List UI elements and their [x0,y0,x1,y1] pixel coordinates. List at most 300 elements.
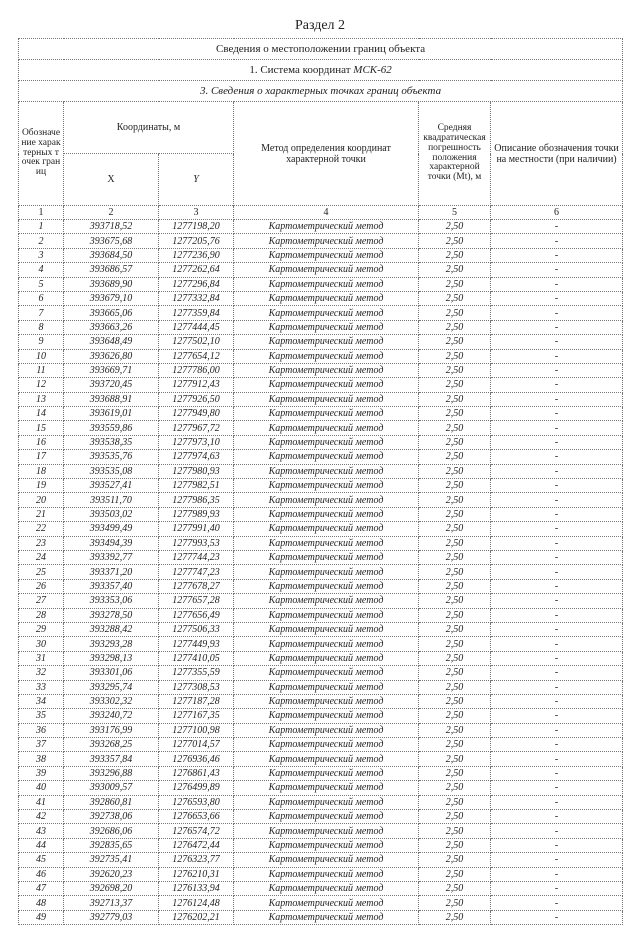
coord-x: 393268,25 [64,738,159,752]
table-row [19,450,623,464]
coord-x: 393278,50 [64,608,159,622]
table-row [19,291,623,305]
point-number: 23 [19,536,64,550]
method: Картометрический метод [234,493,419,507]
method: Картометрический метод [234,824,419,838]
point-number: 8 [19,320,64,334]
point-number: 19 [19,479,64,493]
accuracy: 2,50 [419,867,491,881]
point-number: 11 [19,363,64,377]
coord-y: 1277973,10 [159,435,234,449]
accuracy: 2,50 [419,565,491,579]
accuracy: 2,50 [419,464,491,478]
description: - [491,781,623,795]
coord-y: 1277926,50 [159,392,234,406]
coord-x: 393301,06 [64,666,159,680]
coord-x: 392860,81 [64,795,159,809]
point-number: 34 [19,694,64,708]
method: Картометрический метод [234,378,419,392]
coord-y: 1277100,98 [159,723,234,737]
coord-y: 1277654,12 [159,349,234,363]
accuracy: 2,50 [419,766,491,780]
table-row [19,234,623,248]
coord-y: 1276133,94 [159,881,234,895]
point-number: 40 [19,781,64,795]
col-index: 2 [64,206,159,220]
coord-x: 393511,70 [64,493,159,507]
coord-x: 393559,86 [64,421,159,435]
coord-y: 1277949,80 [159,407,234,421]
accuracy: 2,50 [419,651,491,665]
table-row [19,536,623,550]
method: Картометрический метод [234,853,419,867]
coord-x: 392779,03 [64,910,159,924]
table-row [19,550,623,564]
coord-x: 393009,57 [64,781,159,795]
point-number: 31 [19,651,64,665]
accuracy: 2,50 [419,536,491,550]
point-number: 48 [19,896,64,910]
banner-coordinate-system [19,60,623,81]
accuracy: 2,50 [419,522,491,536]
method: Картометрический метод [234,881,419,895]
coord-y: 1276861,43 [159,766,234,780]
description: - [491,622,623,636]
accuracy: 2,50 [419,881,491,895]
coord-y: 1276936,46 [159,752,234,766]
coord-y: 1277187,28 [159,694,234,708]
coord-x: 393295,74 [64,680,159,694]
method: Картометрический метод [234,666,419,680]
description: - [491,838,623,852]
point-number: 25 [19,565,64,579]
method: Картометрический метод [234,277,419,291]
point-number: 24 [19,550,64,564]
header-x: X [64,154,159,206]
method: Картометрический метод [234,910,419,924]
coord-x: 393240,72 [64,709,159,723]
coord-y: 1276210,31 [159,867,234,881]
coord-y: 1277262,64 [159,263,234,277]
coord-x: 393494,39 [64,536,159,550]
table-row [19,392,623,406]
accuracy: 2,50 [419,680,491,694]
accuracy: 2,50 [419,723,491,737]
coord-y: 1277744,23 [159,550,234,564]
coord-y: 1277991,40 [159,522,234,536]
point-number: 27 [19,594,64,608]
table-row [19,910,623,924]
description: - [491,507,623,521]
coord-y: 1276472,44 [159,838,234,852]
method: Картометрический метод [234,234,419,248]
accuracy: 2,50 [419,781,491,795]
point-number: 47 [19,881,64,895]
point-number: 44 [19,838,64,852]
header-accuracy: Средняя квадратическая погрешность положения характерной точки (Mt), м [419,102,491,206]
table-row [19,608,623,622]
accuracy: 2,50 [419,853,491,867]
accuracy: 2,50 [419,234,491,248]
banner-characteristic-points: 3. Сведения о характерных точках границ объекта [19,81,623,102]
point-number: 29 [19,622,64,636]
col-index: 5 [419,206,491,220]
accuracy: 2,50 [419,263,491,277]
table-row [19,335,623,349]
description: - [491,536,623,550]
table-row [19,493,623,507]
description: - [491,291,623,305]
accuracy: 2,50 [419,709,491,723]
point-number: 7 [19,306,64,320]
coord-x: 393718,52 [64,220,159,234]
coord-y: 1277912,43 [159,378,234,392]
description: - [491,435,623,449]
description: - [491,881,623,895]
description: - [491,392,623,406]
table-row [19,565,623,579]
coord-y: 1276323,77 [159,853,234,867]
method: Картометрический метод [234,479,419,493]
description: - [491,407,623,421]
description: - [491,479,623,493]
method: Картометрический метод [234,594,419,608]
accuracy: 2,50 [419,810,491,824]
accuracy: 2,50 [419,694,491,708]
coord-x: 393535,08 [64,464,159,478]
description: - [491,579,623,593]
method: Картометрический метод [234,637,419,651]
table-row [19,637,623,651]
coord-x: 393720,45 [64,378,159,392]
description: - [491,220,623,234]
point-number: 37 [19,738,64,752]
coord-x: 392698,20 [64,881,159,895]
accuracy: 2,50 [419,594,491,608]
header-y: Y [159,154,234,206]
coord-y: 1277993,53 [159,536,234,550]
method: Картометрический метод [234,579,419,593]
coord-y: 1277444,45 [159,320,234,334]
point-number: 49 [19,910,64,924]
accuracy: 2,50 [419,248,491,262]
coord-y: 1277986,35 [159,493,234,507]
description: - [491,795,623,809]
description: - [491,738,623,752]
accuracy: 2,50 [419,550,491,564]
col-index: 1 [19,206,64,220]
table-row [19,579,623,593]
coord-y: 1277678,27 [159,579,234,593]
description: - [491,637,623,651]
description: - [491,421,623,435]
table-row [19,881,623,895]
method: Картометрический метод [234,392,419,406]
coord-x: 393298,13 [64,651,159,665]
coord-x: 393392,77 [64,550,159,564]
method: Картометрический метод [234,709,419,723]
table-row [19,694,623,708]
accuracy: 2,50 [419,752,491,766]
coord-x: 392713,37 [64,896,159,910]
description: - [491,824,623,838]
coord-y: 1277167,35 [159,709,234,723]
method: Картометрический метод [234,522,419,536]
point-number: 45 [19,853,64,867]
column-index-row [19,206,623,220]
point-number: 17 [19,450,64,464]
point-number: 43 [19,824,64,838]
coord-y: 1276202,21 [159,910,234,924]
table-row [19,594,623,608]
accuracy: 2,50 [419,335,491,349]
header-coordinates: Координаты, м [64,102,234,154]
method: Картометрический метод [234,464,419,478]
point-number: 33 [19,680,64,694]
method: Картометрический метод [234,810,419,824]
description: - [491,248,623,262]
method: Картометрический метод [234,507,419,521]
coord-x: 393302,32 [64,694,159,708]
coord-x: 393357,84 [64,752,159,766]
coordinate-system-prefix: 1. Система координат [249,63,354,76]
description: - [491,320,623,334]
coord-x: 392835,65 [64,838,159,852]
header-designation: Обозначение характерных точек границ [19,102,64,206]
description: - [491,550,623,564]
table-row [19,464,623,478]
table-row [19,407,623,421]
point-number: 1 [19,220,64,234]
method: Картометрический метод [234,220,419,234]
table-row [19,824,623,838]
accuracy: 2,50 [419,507,491,521]
accuracy: 2,50 [419,407,491,421]
method: Картометрический метод [234,435,419,449]
table-row [19,766,623,780]
method: Картометрический метод [234,795,419,809]
table-row [19,723,623,737]
table-row [19,709,623,723]
description: - [491,896,623,910]
method: Картометрический метод [234,407,419,421]
point-number: 16 [19,435,64,449]
method: Картометрический метод [234,766,419,780]
point-number: 22 [19,522,64,536]
method: Картометрический метод [234,263,419,277]
table-row [19,896,623,910]
accuracy: 2,50 [419,795,491,809]
description: - [491,378,623,392]
coord-x: 393538,35 [64,435,159,449]
description: - [491,234,623,248]
description: - [491,666,623,680]
accuracy: 2,50 [419,277,491,291]
coord-y: 1276499,89 [159,781,234,795]
accuracy: 2,50 [419,838,491,852]
accuracy: 2,50 [419,392,491,406]
point-number: 21 [19,507,64,521]
coord-y: 1277980,93 [159,464,234,478]
coord-y: 1277355,59 [159,666,234,680]
method: Картометрический метод [234,622,419,636]
table-row [19,853,623,867]
accuracy: 2,50 [419,637,491,651]
method: Картометрический метод [234,752,419,766]
coord-x: 393357,40 [64,579,159,593]
coord-y: 1277506,33 [159,622,234,636]
accuracy: 2,50 [419,738,491,752]
accuracy: 2,50 [419,306,491,320]
method: Картометрический метод [234,320,419,334]
accuracy: 2,50 [419,493,491,507]
accuracy: 2,50 [419,896,491,910]
description: - [491,493,623,507]
point-number: 26 [19,579,64,593]
accuracy: 2,50 [419,910,491,924]
method: Картометрический метод [234,781,419,795]
coord-x: 393686,57 [64,263,159,277]
coord-x: 393684,50 [64,248,159,262]
coord-y: 1276593,80 [159,795,234,809]
method: Картометрический метод [234,723,419,737]
coord-x: 393688,91 [64,392,159,406]
table-row [19,680,623,694]
point-number: 42 [19,810,64,824]
accuracy: 2,50 [419,435,491,449]
coord-y: 1277449,93 [159,637,234,651]
table-row [19,838,623,852]
description: - [491,522,623,536]
accuracy: 2,50 [419,220,491,234]
table-row [19,220,623,234]
description: - [491,608,623,622]
header-description: Описание обозначения точки на местности (при наличии) [491,102,623,206]
boundary-points-table [18,38,623,925]
point-number: 3 [19,248,64,262]
coord-x: 393679,10 [64,291,159,305]
coord-y: 1277786,00 [159,363,234,377]
method: Картометрический метод [234,867,419,881]
method: Картометрический метод [234,550,419,564]
description: - [491,450,623,464]
description: - [491,594,623,608]
table-row [19,522,623,536]
accuracy: 2,50 [419,450,491,464]
table-row [19,752,623,766]
description: - [491,335,623,349]
table-row [19,363,623,377]
point-number: 6 [19,291,64,305]
page-title: Раздел 2 [294,18,346,33]
point-number: 2 [19,234,64,248]
method: Картометрический метод [234,421,419,435]
coord-x: 392735,41 [64,853,159,867]
accuracy: 2,50 [419,579,491,593]
point-number: 41 [19,795,64,809]
description: - [491,910,623,924]
coord-x: 393665,06 [64,306,159,320]
method: Картометрический метод [234,738,419,752]
point-number: 14 [19,407,64,421]
coord-y: 1277198,20 [159,220,234,234]
coord-y: 1276124,48 [159,896,234,910]
method: Картометрический метод [234,565,419,579]
description: - [491,723,623,737]
col-index: 3 [159,206,234,220]
method: Картометрический метод [234,248,419,262]
method: Картометрический метод [234,291,419,305]
description: - [491,766,623,780]
point-number: 15 [19,421,64,435]
table-row [19,795,623,809]
point-number: 30 [19,637,64,651]
coord-x: 393288,42 [64,622,159,636]
point-number: 39 [19,766,64,780]
accuracy: 2,50 [419,349,491,363]
method: Картометрический метод [234,680,419,694]
coord-x: 393499,49 [64,522,159,536]
coord-y: 1277308,53 [159,680,234,694]
coord-y: 1277967,72 [159,421,234,435]
coord-y: 1277982,51 [159,479,234,493]
coord-y: 1277747,23 [159,565,234,579]
coord-x: 393619,01 [64,407,159,421]
point-number: 20 [19,493,64,507]
coord-x: 393371,20 [64,565,159,579]
table-row [19,651,623,665]
accuracy: 2,50 [419,378,491,392]
point-number: 5 [19,277,64,291]
coord-y: 1277410,05 [159,651,234,665]
method: Картометрический метод [234,306,419,320]
point-number: 32 [19,666,64,680]
point-number: 10 [19,349,64,363]
point-number: 18 [19,464,64,478]
table-row [19,666,623,680]
method: Картометрический метод [234,694,419,708]
description: - [491,263,623,277]
coord-x: 392686,06 [64,824,159,838]
coord-y: 1277359,84 [159,306,234,320]
table-row [19,738,623,752]
table-row [19,349,623,363]
description: - [491,752,623,766]
table-row [19,435,623,449]
method: Картометрический метод [234,349,419,363]
description: - [491,306,623,320]
coord-x: 393648,49 [64,335,159,349]
coord-x: 393293,28 [64,637,159,651]
accuracy: 2,50 [419,666,491,680]
coord-x: 393626,80 [64,349,159,363]
col-index: 4 [234,206,419,220]
table-row [19,810,623,824]
table-row [19,622,623,636]
point-number: 13 [19,392,64,406]
table-row [19,507,623,521]
table-row [19,306,623,320]
point-number: 36 [19,723,64,737]
coord-x: 393176,99 [64,723,159,737]
accuracy: 2,50 [419,320,491,334]
point-number: 9 [19,335,64,349]
accuracy: 2,50 [419,608,491,622]
table-row [19,421,623,435]
coord-y: 1277014,57 [159,738,234,752]
table-row [19,867,623,881]
description: - [491,810,623,824]
